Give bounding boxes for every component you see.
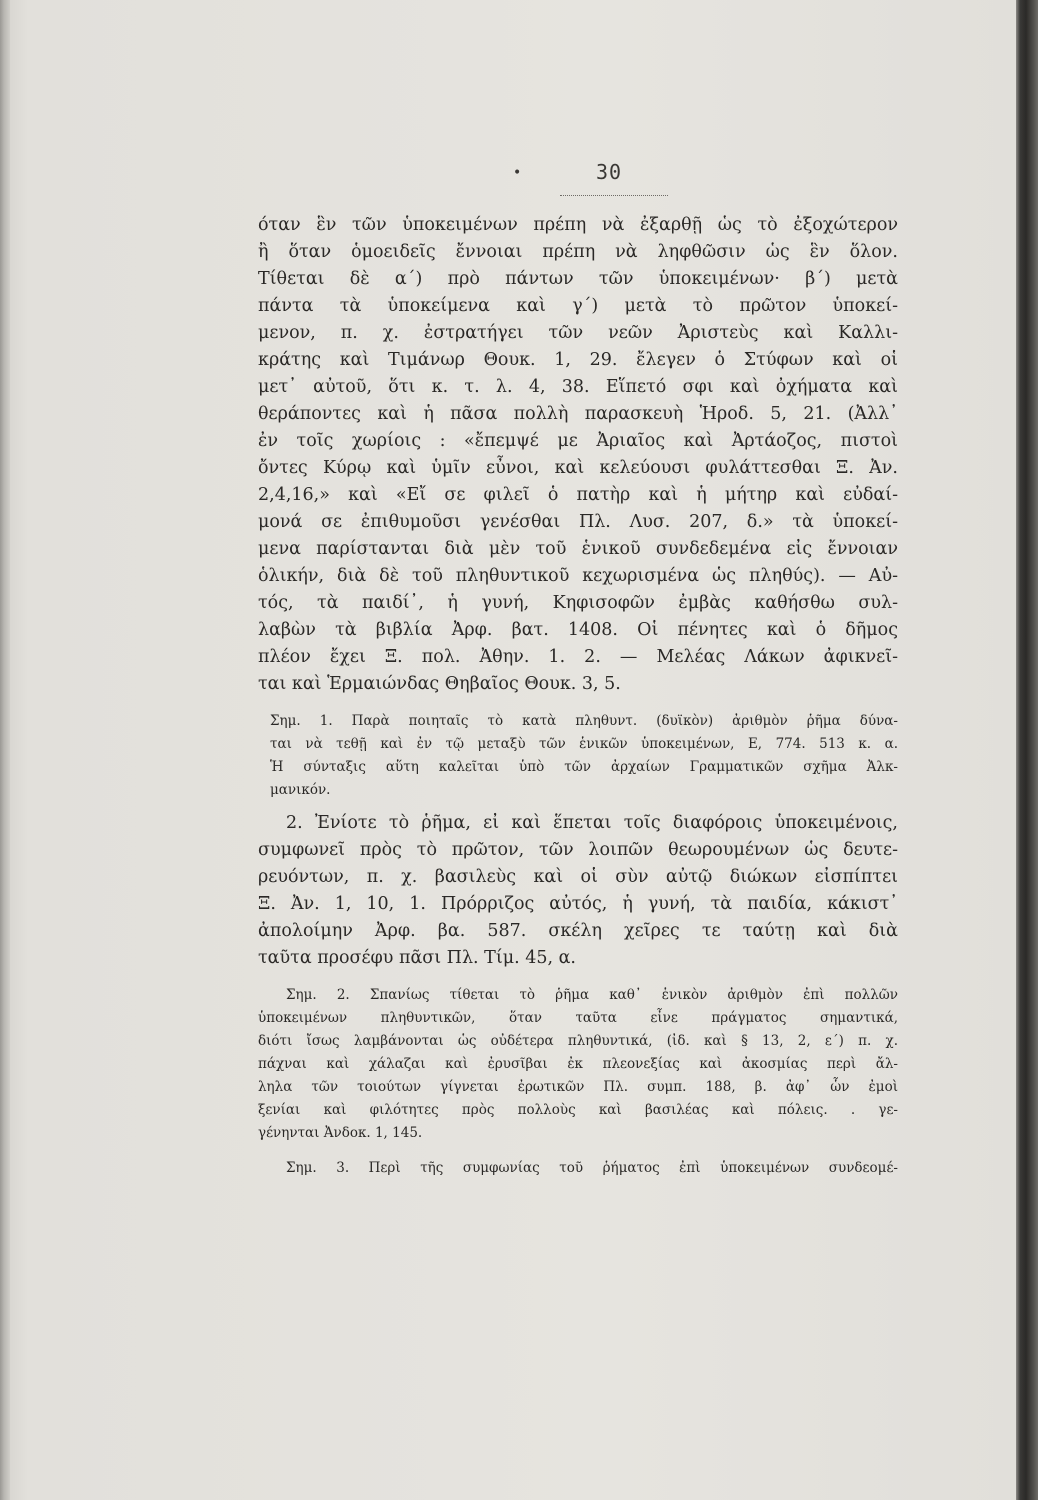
note-line: διότι ἴσως λαμβάνονται ὡς οὐδέτερα πληθυντικά, (ἰδ. καὶ § 13, 2, ε΄) π. χ. (258, 1033, 898, 1049)
note-line: πάχναι καὶ χάλαζαι καὶ ἐρυσῖβαι ἐκ πλεονεξίας καὶ ἀκοσμίας περὶ ἄλ- (258, 1056, 898, 1072)
page-number: 30 (596, 160, 623, 184)
text-line: ἀπολοίμην Ἀρφ. βα. 587. σκέλη χεῖρες τε ταύτῃ καὶ διὰ (258, 921, 898, 941)
text-line: 2. Ἐνίοτε τὸ ῥῆμα, εἰ καὶ ἕπεται τοῖς διαφόροις ὑποκειμένοις, (286, 813, 898, 833)
main-paragraph (258, 212, 898, 698)
note-line: ται νὰ τεθῇ καὶ ἐν τῷ μεταξὺ τῶν ἑνικῶν ὑποκειμένων, Ε, 774. 513 κ. α. (270, 736, 898, 752)
note-3 (258, 1157, 898, 1180)
text-line: μονά σε ἐπιθυμοῦσι γενέσθαι Πλ. Λυσ. 207, δ.» τὰ ὑποκεί- (258, 512, 898, 532)
text-line: ἐν τοῖς χωρίοις : «ἔπεμψέ με Ἀριαῖος καὶ Ἀρτάοζος, πιστοὶ (258, 431, 898, 451)
text-line: 2,4,16,» καὶ «Εἴ σε φιλεῖ ὁ πατὴρ καὶ ἡ μήτηρ καὶ εὐδαί- (258, 485, 898, 505)
text-line: ἢ ὅταν ὁμοειδεῖς ἔννοιαι πρέπη νὰ ληφθῶσιν ὡς ἓν ὅλον. (258, 242, 898, 262)
spacer (258, 972, 898, 984)
text-line: μετ᾽ αὐτοῦ, ὅτι κ. τ. λ. 4, 38. Εἵπετό σφι καὶ ὀχήματα καὶ (258, 377, 898, 397)
spacer (258, 698, 898, 710)
text-line: τός, τὰ παιδί᾽, ἡ γυνή, Κηφισοφῶν ἐμβὰς καθήσθω συλ- (258, 593, 898, 613)
page-mark: • (513, 165, 522, 181)
text-line: κράτης καὶ Τιμάνωρ Θουκ. 1, 29. ἔλεγεν ὁ Στύφων καὶ οἱ (258, 350, 898, 370)
text-line: ὁλικήν, διὰ δὲ τοῦ πληθυντικοῦ κεχωρισμένα ὡς πληθύς). — Αὐ- (258, 566, 898, 586)
text-line: μενον, π. χ. ἐστρατήγει τῶν νεῶν Ἀριστεὺς καὶ Καλλι- (258, 323, 898, 343)
note-line: ξενίαι καὶ φιλότητες πρὸς πολλοὺς καὶ βασιλέας καὶ πόλεις. . γε- (258, 1102, 898, 1118)
text-line: συμφωνεῖ πρὸς τὸ πρῶτον, τῶν λοιπῶν θεωρουμένων ὡς δευτε- (258, 840, 898, 860)
text-line: όταν ἓν τῶν ὑποκειμένων πρέπη νὰ ἐξαρθῇ ὡς τὸ ἐξοχώτερον (258, 215, 898, 235)
note-line: μανικόν. (270, 782, 331, 798)
text-line: Τίθεται δὲ α΄) πρὸ πάντων τῶν ὑποκειμένων· β΄) μετὰ (258, 269, 898, 289)
text-line: ται καὶ Ἑρμαιώνδας Θηβαῖος Θουκ. 3, 5. (258, 674, 621, 694)
text-line: λαβὼν τὰ βιβλία Ἀρφ. βατ. 1408. Οἱ πένητες καὶ ὁ δῆμος (258, 620, 898, 640)
binding-shadow (1016, 0, 1038, 1500)
header-rule (560, 195, 668, 196)
spacer (258, 802, 898, 810)
note-line: Ἡ σύνταξις αὕτη καλεῖται ὑπὸ τῶν ἀρχαίων Γραμματικῶν σχῆμα Ἀλκ- (270, 759, 898, 775)
page-left-edge (0, 0, 10, 1500)
text-block (258, 212, 898, 1180)
text-line: πλέον ἔχει Ξ. πολ. Ἀθην. 1. 2. — Μελέας Λάκων ἀφικνεῖ- (258, 647, 898, 667)
note-2 (258, 984, 898, 1145)
note-1 (258, 710, 898, 802)
paragraph-2 (258, 810, 898, 972)
note-line: Σημ. 2. Σπανίως τίθεται τὸ ῥῆμα καθ᾽ ἑνικὸν ἀριθμὸν ἐπὶ πολλῶν (286, 987, 898, 1003)
text-line: μενα παρίστανται διὰ μὲν τοῦ ἑνικοῦ συνδεδεμένα εἰς ἔννοιαν (258, 539, 898, 559)
note-line: γένηνται Ἀνδοκ. 1, 145. (258, 1125, 423, 1141)
note-line: Σημ. 3. Περὶ τῆς συμφωνίας τοῦ ῥήματος ἐπὶ ὑποκειμένων συνδεομέ- (286, 1160, 898, 1176)
text-line: θεράποντες καὶ ἡ πᾶσα πολλὴ παρασκευὴ Ἡροδ. 5, 21. (Ἀλλ᾽ (258, 404, 898, 424)
text-line: Ξ. Ἀν. 1, 10, 1. Πρόρριζος αὐτός, ἡ γυνή, τὰ παιδία, κάκιστ᾽ (258, 894, 898, 914)
note-line: ληλα τῶν τοιούτων γίγνεται ἐρωτικῶν Πλ. συμπ. 188, β. ἀφ᾽ ὧν ἐμοὶ (258, 1079, 898, 1095)
spacer (258, 1145, 898, 1157)
text-line: ὄντες Κύρῳ καὶ ὑμῖν εὖνοι, καὶ κελεύουσι φυλάττεσθαι Ξ. Ἀν. (258, 458, 898, 478)
note-line: ὑποκειμένων πληθυντικῶν, ὅταν ταῦτα εἶνε πράγματος σημαντικά, (258, 1010, 898, 1026)
note-line: Σημ. 1. Παρὰ ποιηταῖς τὸ κατὰ πληθυντ. (δυϊκὸν) ἀριθμὸν ῥῆμα δύνα- (270, 713, 898, 729)
text-line: πάντα τὰ ὑποκείμενα καὶ γ΄) μετὰ τὸ πρῶτον ὑποκεί- (258, 296, 898, 316)
text-line: ρευόντων, π. χ. βασιλεὺς καὶ οἱ σὺν αὐτῷ διώκων εἰσπίπτει (258, 867, 898, 887)
text-line: ταῦτα προσέφυ πᾶσι Πλ. Τίμ. 45, α. (258, 948, 576, 968)
